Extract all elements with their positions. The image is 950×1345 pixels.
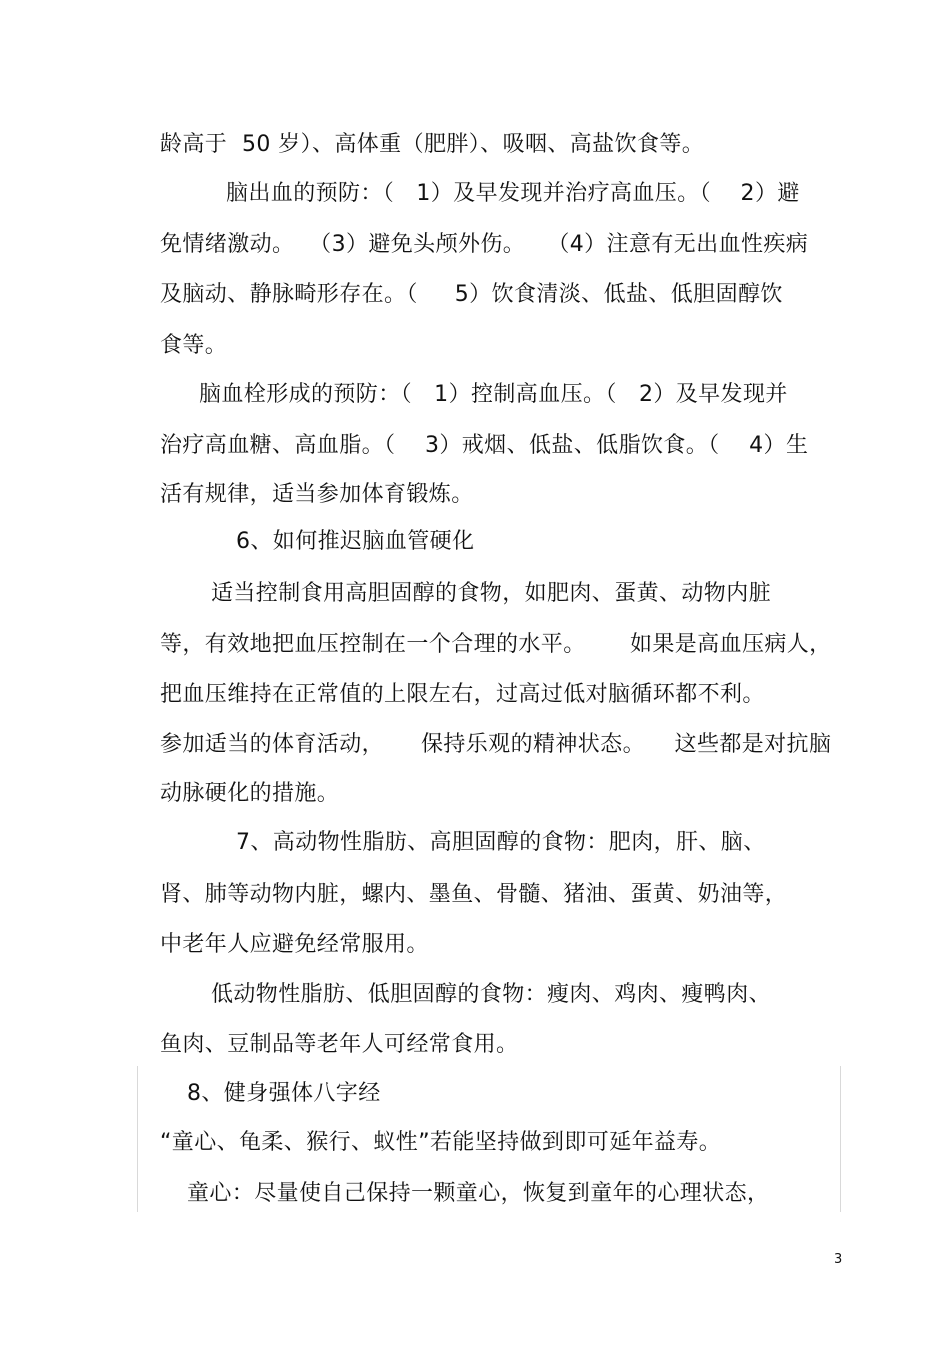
- text-line: 适当控制食用高胆固醇的食物，如肥肉、蛋黄、动物内脏: [211, 581, 772, 606]
- text-line: “童心、龟柔、猴行、蚁性”若能坚持做到即可延年益寿。: [160, 1130, 722, 1155]
- text-line: 肾、肺等动物内脏，螺内、墨鱼、骨髓、猪油、蛋黄、奶油等，: [160, 882, 788, 907]
- text-line: 活有规律，适当参加体育锻炼。: [160, 482, 474, 507]
- text-line: 及脑动、静脉畸形存在。（ 5）饮食清淡、低盐、低胆固醇饮: [160, 282, 783, 307]
- text-line: 脑血栓形成的预防：（ 1）控制高血压。（ 2）及早发现并: [199, 382, 788, 407]
- section-heading: 6、如何推迟脑血管硬化: [236, 529, 475, 554]
- text-line: 低动物性脂肪、低胆固醇的食物：瘦肉、鸡肉、瘦鸭肉、: [211, 982, 772, 1007]
- right-margin-rule: [840, 1066, 841, 1212]
- text-line: 鱼肉、豆制品等老年人可经常食用。: [160, 1032, 519, 1057]
- text-line: 脑出血的预防：（ 1）及早发现并治疗高血压。（ 2）避: [226, 181, 800, 206]
- text-line: 7、高动物性脂肪、高胆固醇的食物：肥肉，肝、脑、: [236, 830, 766, 855]
- text-line: 龄高于 50 岁）、高体重（肥胖）、吸咽、高盐饮食等。: [160, 132, 705, 157]
- section-heading: 8、健身强体八字经: [187, 1081, 381, 1106]
- text-line: 中老年人应避免经常服用。: [160, 932, 429, 957]
- text-line: 把血压维持在正常值的上限左右，过高过低对脑循环都不利。: [160, 682, 765, 707]
- text-line: 童心：尽量使自己保持一颗童心，恢复到童年的心理状态，: [187, 1181, 770, 1206]
- text-line: 食等。: [160, 333, 228, 358]
- text-line: 免情绪激动。 （3）避免头颅外伤。 （4）注意有无出血性疾病: [160, 232, 809, 257]
- text-line: 动脉硬化的措施。: [160, 781, 340, 806]
- left-margin-rule: [137, 1066, 138, 1212]
- text-line: 等，有效地把血压控制在一个合理的水平。 如果是高血压病人，: [160, 632, 832, 657]
- text-line: 治疗高血糖、高血脂。（ 3）戒烟、低盐、低脂饮食。（ 4）生: [160, 433, 809, 458]
- text-line: 参加适当的体育活动， 保持乐观的精神状态。 这些都是对抗脑: [160, 732, 832, 757]
- page-number: 3: [834, 1252, 843, 1267]
